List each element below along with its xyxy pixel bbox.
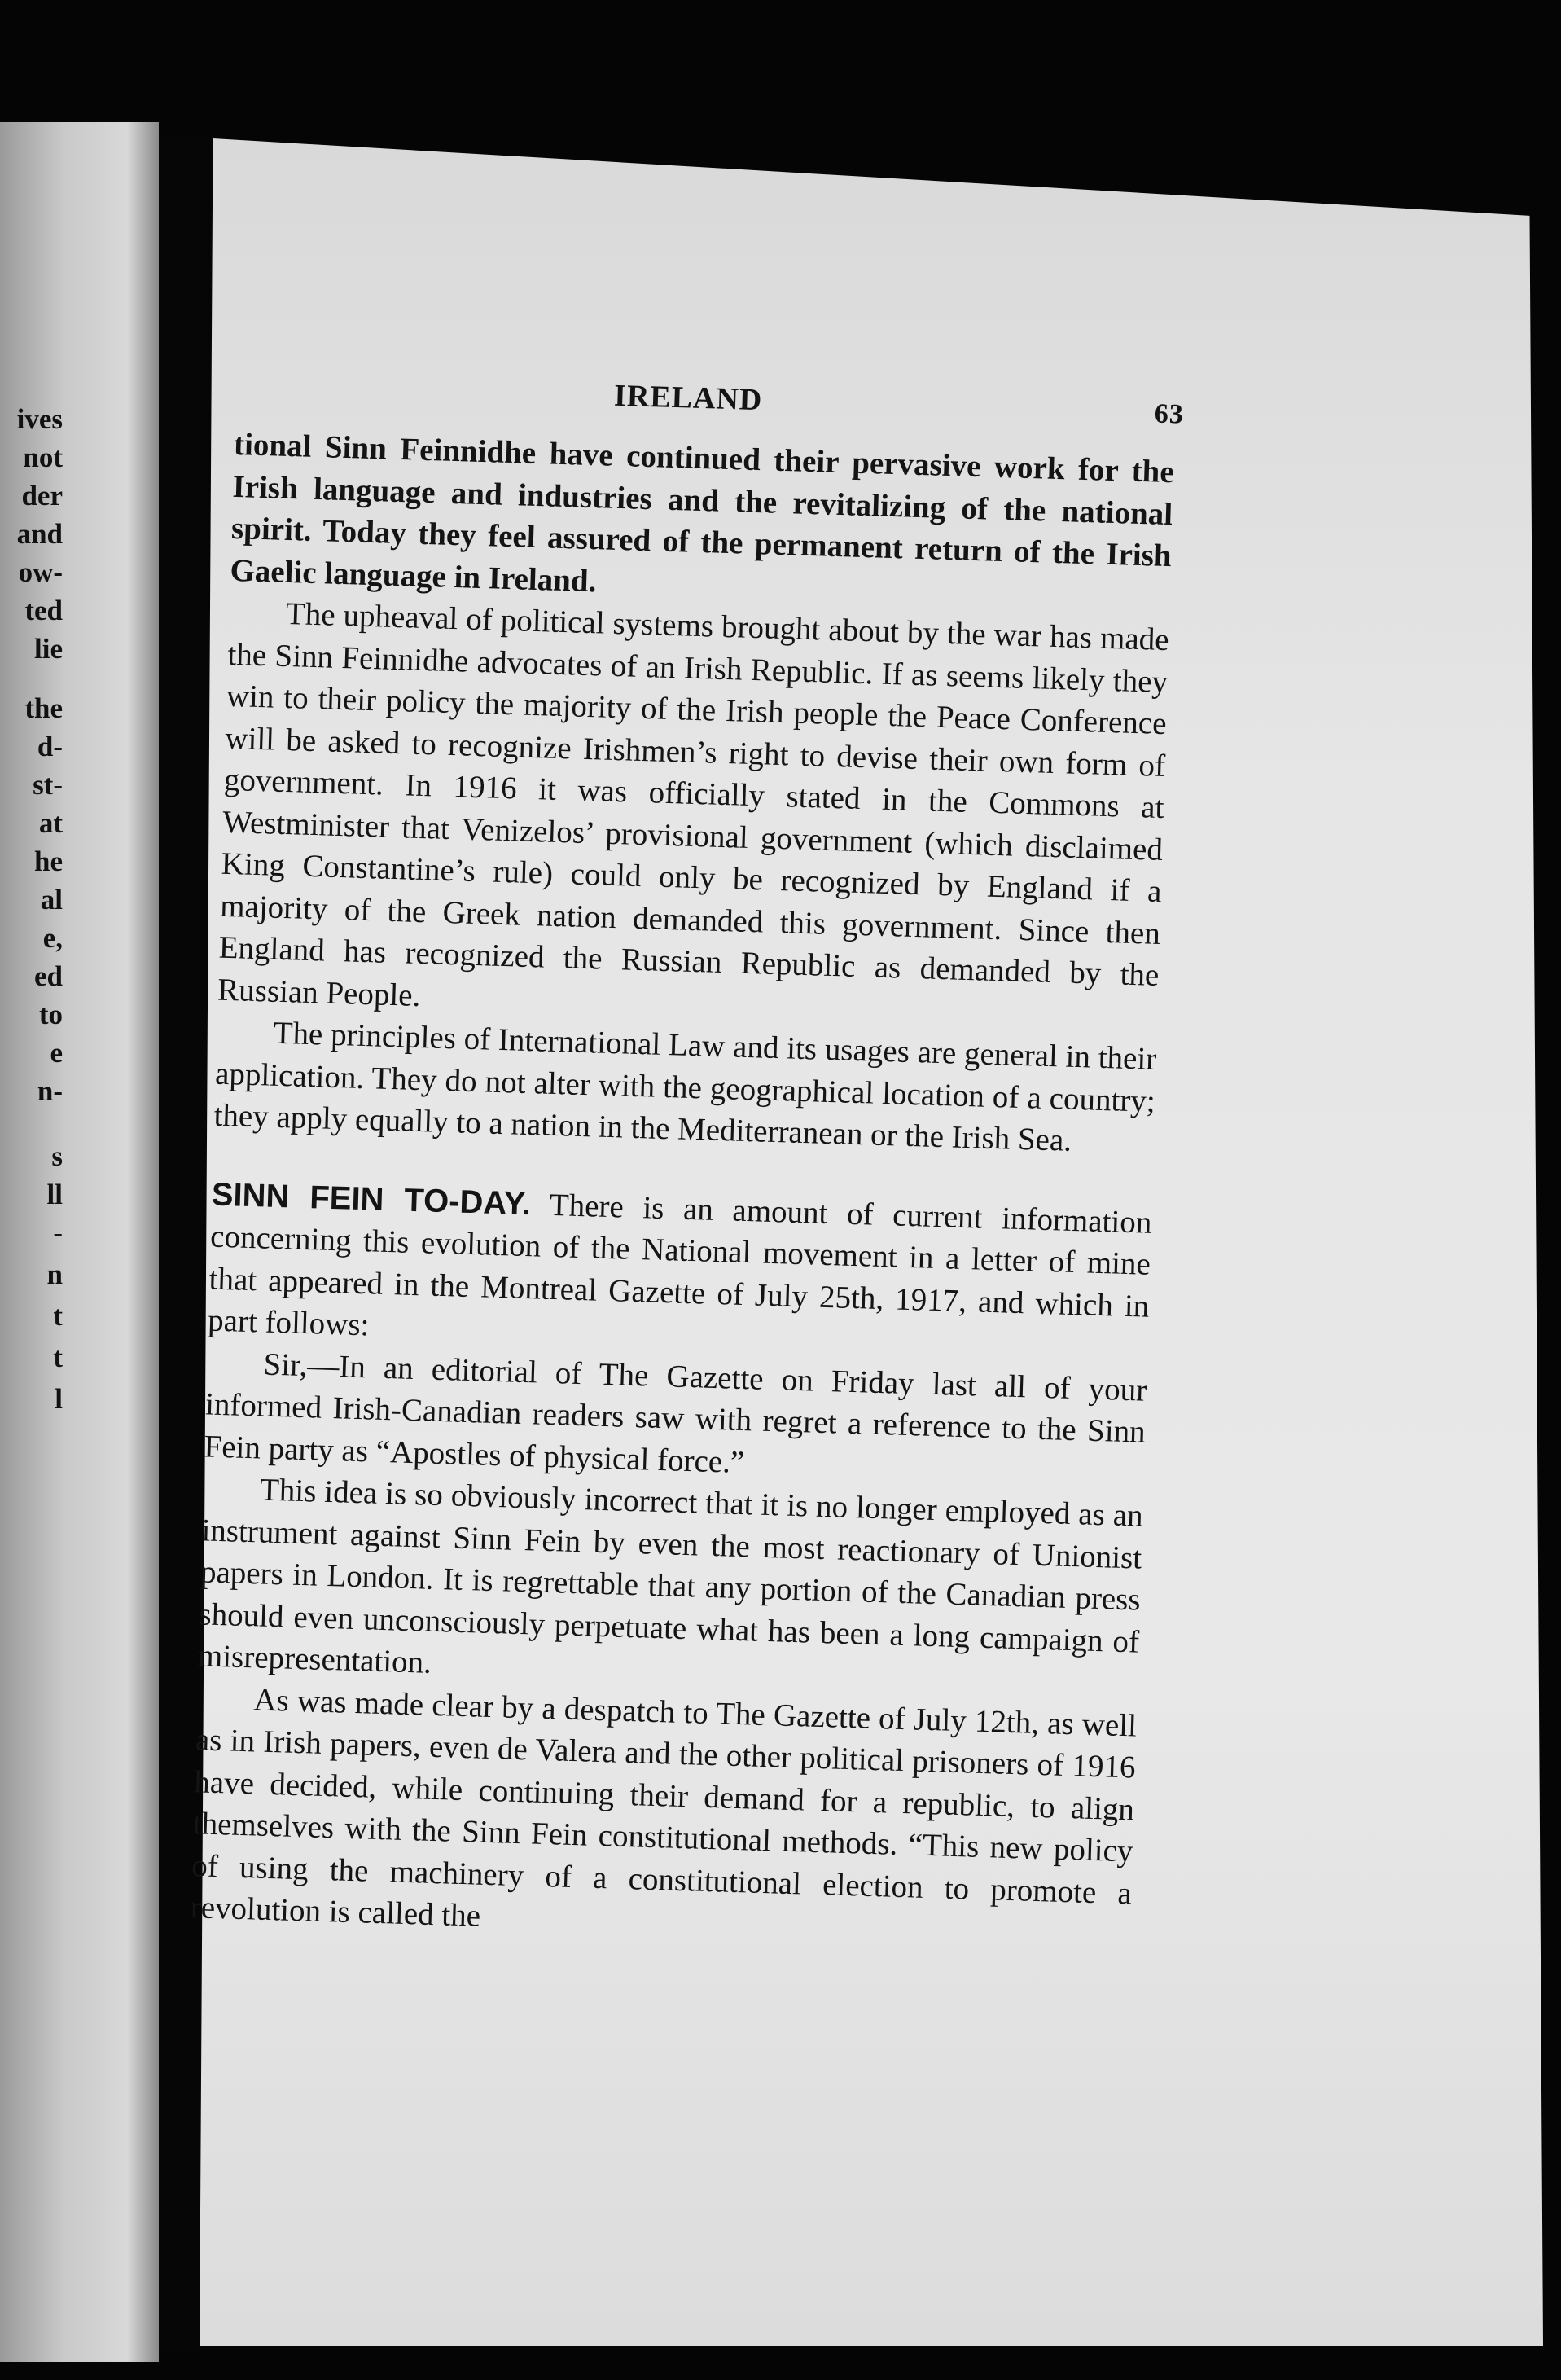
- facing-page-fragment: st-: [33, 769, 63, 801]
- facing-page-fragment: d-: [37, 731, 63, 762]
- book-spine: [159, 138, 208, 2346]
- facing-page-fragment: t: [53, 1300, 63, 1332]
- facing-page-fragment: ives: [16, 403, 63, 435]
- facing-page-edge: [0, 122, 159, 2362]
- facing-page-fragment: ll: [46, 1179, 63, 1210]
- page-title: IRELAND: [613, 378, 763, 418]
- paragraph: The principles of International Law and its usages are general in their application. They do not alter with the geographical location of a country; they apply equally to a nation in the Mediterranean or the Irish Sea.: [213, 1015, 1157, 1158]
- facing-page-fragment: lie: [34, 633, 63, 665]
- facing-page-fragment: and: [16, 518, 63, 550]
- facing-page-fragment: t: [53, 1341, 63, 1373]
- facing-page-fragment: e: [50, 1037, 63, 1069]
- facing-page-fragment: to: [38, 999, 63, 1030]
- page-number: 63: [1154, 398, 1185, 430]
- facing-page-fragment: e,: [42, 922, 63, 954]
- section-body: There is an amount of current information concerning this evolution of the National movement in a letter of mine that appeared in the Montreal Gazette of July 25th, 1917, and which in part follows:: [207, 1186, 1152, 1343]
- paragraph: This idea is so obviously incorrect that it is no longer employed as an instrument against Sinn Fein by even the most reactionary of Unionist papers in London. It is regrettable that any portion of the Canadian press should even unconsciously perpetuate what has been a long campaign of misrepresentation.: [197, 1472, 1144, 1680]
- facing-page-fragment: -: [53, 1217, 63, 1249]
- section-heading: SINN FEIN TO-DAY.: [211, 1176, 532, 1222]
- paragraph: As was made clear by a despatch to The Gazette of July 12th, as well as in Irish papers, even de Valera and the other political prisoners of 1916 have decided, while continuing their demand for a republic, to align themselves with the Sinn Fein constitutional methods. “This new policy of using the machinery of a constitutional election to promote a revolution is called the: [190, 1681, 1138, 1934]
- section-paragraph: [207, 1174, 1152, 1369]
- paragraph: The upheaval of political systems brought about by the war has made the Sinn Feinnidhe advocates of an Irish Republic. If as seems likely they win to their policy the majority of the Irish people the Peace Conference will be asked to recognize Irishmen’s right to devise their own form of government. In 1916 it was officially stated in the Commons at Westminister that Venizelos’ provisional government (which disclaimed King Constantine’s rule) could only be recognized by England if a majority of the Greek nation demanded this government. Since then England has recognized the Russian Republic as demanded by the Russian People.: [217, 595, 1170, 1013]
- paragraph: tional Sinn Feinnidhe have continued their pervasive work for the Irish language and industries and the revitalizing of the national spirit. Today they feel assured of the permanent return of the Irish Gaelic language in Ireland.: [229, 426, 1175, 599]
- facing-page-fragment: at: [38, 807, 63, 839]
- facing-page-fragment: not: [23, 441, 63, 473]
- page-text: [190, 367, 1185, 1956]
- facing-page-fragment: n-: [37, 1075, 63, 1107]
- facing-page-fragment: ed: [34, 960, 63, 992]
- facing-page-fragment: n: [46, 1258, 63, 1290]
- facing-page-fragment: s: [51, 1140, 63, 1172]
- facing-page-fragment: l: [55, 1383, 63, 1415]
- facing-page-fragment: der: [21, 480, 63, 512]
- facing-page-fragment: al: [40, 884, 63, 916]
- facing-page-fragment: he: [34, 845, 63, 877]
- paragraph: Sir,—In an editorial of The Gazette on Friday last all of your informed Irish-Canadian readers saw with regret a reference to the Sinn Fein party as “Apostles of physical force.”: [204, 1346, 1147, 1480]
- facing-page-fragment: ow-: [18, 556, 63, 588]
- facing-page-fragment: the: [24, 692, 63, 724]
- facing-page-fragment: ted: [24, 595, 63, 626]
